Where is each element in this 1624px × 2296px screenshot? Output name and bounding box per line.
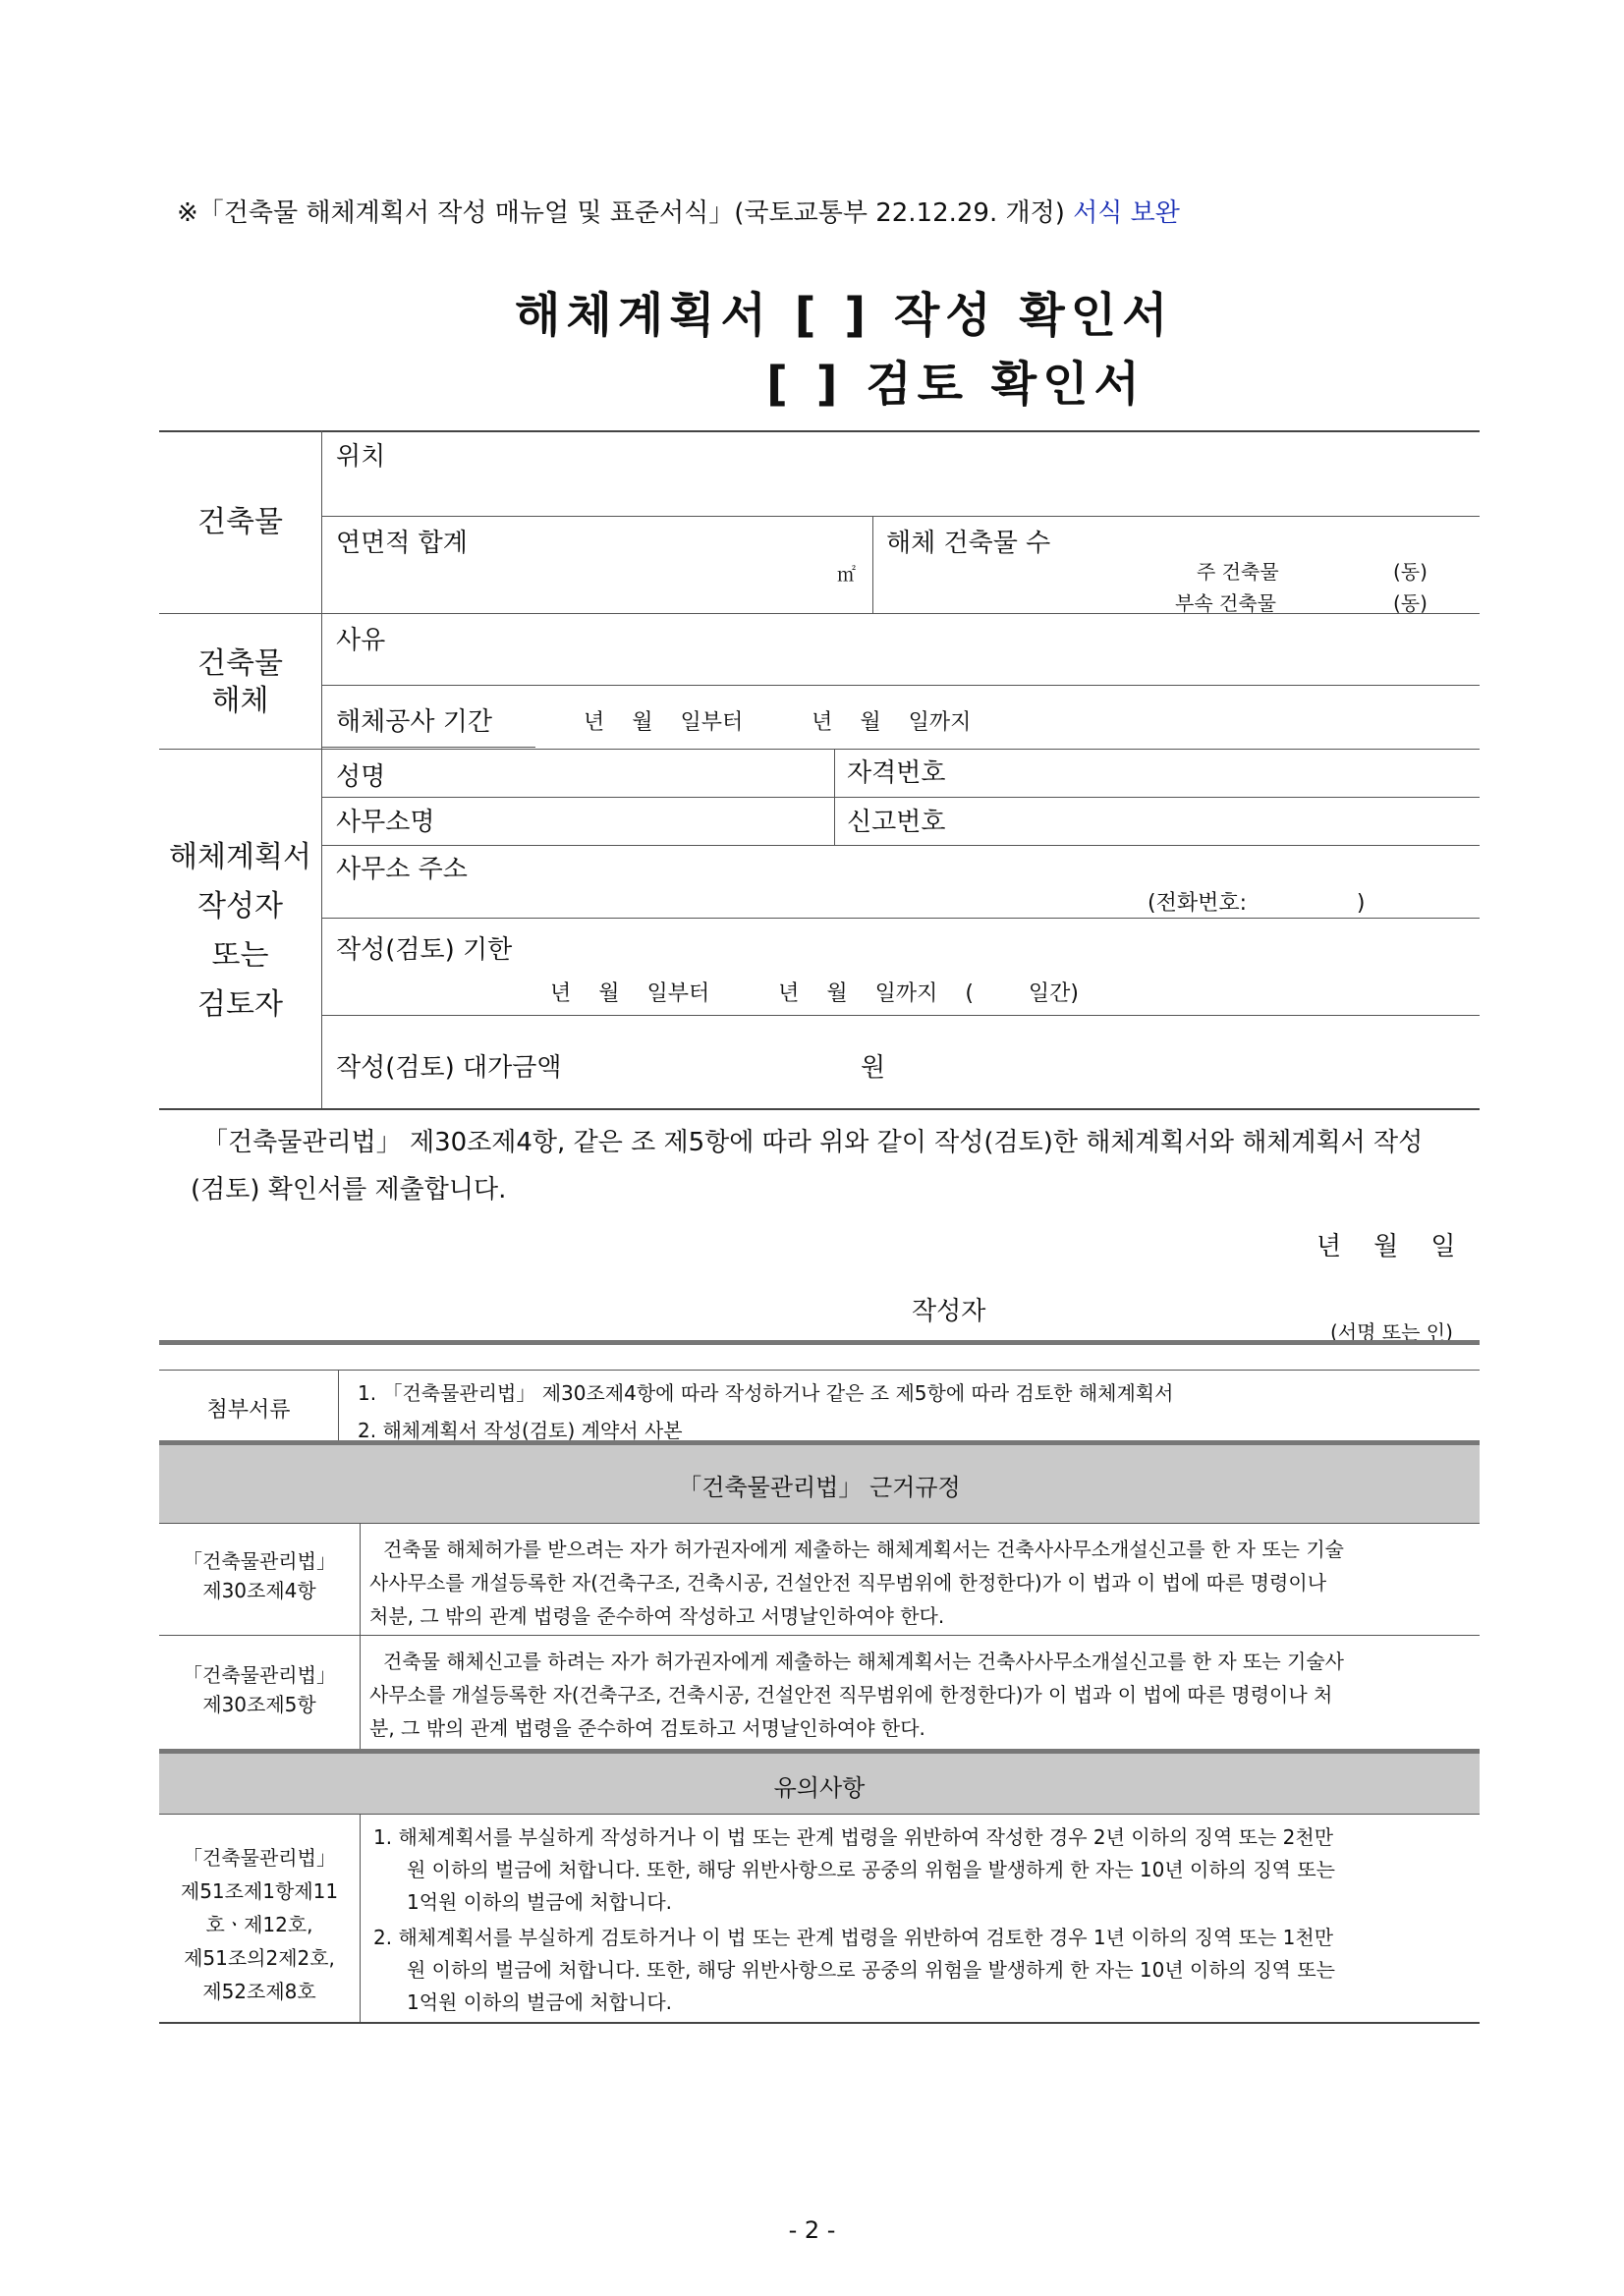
legal-row-2-line1: 건축물 해체신고를 하려는 자가 허가권자에게 제출하는 해체계획서는 건축사사무소개설신고를 한 자 또는 기술사 <box>383 1650 1344 1673</box>
divider <box>321 749 322 1108</box>
caution-item-1 <box>373 1821 1335 1919</box>
title-line-1 <box>515 277 1173 345</box>
statement-line-2: (검토) 확인서를 제출합니다. <box>191 1175 507 1204</box>
title-line-2 <box>766 346 1146 414</box>
title-review-confirm: 검토 확인서 <box>866 357 1146 412</box>
legal-row-1-text <box>369 1533 1344 1633</box>
divider <box>159 2022 1480 2024</box>
sub-building-label: 부속 건축물 <box>1175 591 1276 615</box>
divider <box>321 797 1480 798</box>
legal-row-1-ref-line2: 제30조제4항 <box>202 1579 316 1602</box>
caution-1-line1: 1. 해체계획서를 부실하게 작성하거나 이 법 또는 관계 법령을 위반하여 작성한 경우 2년 이하의 징역 또는 2천만 <box>373 1825 1334 1849</box>
divider <box>338 1370 339 1440</box>
legal-row-2-text <box>369 1645 1344 1745</box>
divider <box>159 613 1480 614</box>
legal-row-2-ref-line1: 「건축물관리법」 <box>183 1663 336 1687</box>
license-label: 자격번호 <box>847 758 946 788</box>
attachment-item-2: 2. 해체계획서 작성(검토) 계약서 사본 <box>358 1419 683 1442</box>
title-write-confirm: 작성 확인서 <box>893 288 1174 343</box>
divider <box>321 516 1480 517</box>
legal-row-1-line2: 사사무소를 개설등록한 자(건축구조, 건축시공, 건설안전 직무범위에 한정한다)가 이 법과 이 법에 따른 명령이나 <box>369 1571 1327 1595</box>
caution-2-line3: 1억원 이하의 벌금에 처합니다. <box>407 1990 672 2014</box>
divider <box>321 845 1480 846</box>
cautions-ref-line4: 제51조의2제2호, <box>184 1946 335 1970</box>
demolition-header-line1: 건축물 <box>197 646 283 681</box>
cautions-ref-line3: 호ㆍ제12호, <box>205 1913 313 1936</box>
notice-highlight: 서식 보완 <box>1073 198 1180 228</box>
attachments-label: 첨부서류 <box>206 1398 291 1423</box>
main-building-label: 주 건축물 <box>1197 560 1279 584</box>
divider <box>872 516 873 613</box>
legal-row-2-line2: 사무소를 개설등록한 자(건축구조, 건축시공, 건설안전 직무범위에 한정한다)가 이 법과 이 법에 따른 명령이나 처 <box>369 1683 1333 1707</box>
divider <box>159 1814 1480 1815</box>
writer-header-line1: 해체계획서 <box>169 840 311 874</box>
writer-header-line3: 또는 <box>211 938 269 973</box>
caution-2-line1: 2. 해체계획서를 부실하게 검토하거나 이 법 또는 관계 법령을 위반하여 검토한 경우 1년 이하의 징역 또는 1천만 <box>373 1926 1334 1949</box>
table-top-border <box>159 430 1480 432</box>
area-label: 연면적 합계 <box>336 529 468 558</box>
phone-text: (전화번호: ) <box>1148 891 1366 916</box>
divider <box>321 747 535 748</box>
location-label: 위치 <box>336 442 386 472</box>
notice-text: 「건축물 해체계획서 작성 매뉴얼 및 표준서식」(국토교통부 22.12.29. 개정) <box>197 198 1065 228</box>
count-label: 해체 건축물 수 <box>886 529 1051 558</box>
cautions-ref-line1: 「건축물관리법」 <box>183 1846 336 1870</box>
area-unit: ㎡ <box>837 564 857 586</box>
title-main: 해체계획서 <box>515 288 772 343</box>
legal-row-2-line3: 분, 그 밖의 관계 법령을 준수하여 검토하고 서명날인하여야 한다. <box>369 1716 925 1740</box>
legal-basis-header: 「건축물관리법」 근거규정 <box>678 1474 961 1501</box>
cautions-ref-line2: 제51조제1항제11 <box>180 1879 339 1903</box>
divider <box>360 1523 361 1749</box>
writer-header-line2: 작성자 <box>197 889 283 924</box>
divider <box>360 1814 361 2022</box>
cautions-ref <box>159 1841 360 2008</box>
divider <box>159 1523 1480 1524</box>
caution-1-line3: 1억원 이하의 벌금에 처합니다. <box>407 1890 672 1914</box>
legal-row-1-line3: 처분, 그 밖의 관계 법령을 준수하여 작성하고 서명날인하여야 한다. <box>369 1604 945 1628</box>
writer-header-line4: 검토자 <box>197 987 283 1022</box>
divider <box>321 918 1480 919</box>
address-label: 사무소 주소 <box>336 855 468 884</box>
divider <box>159 1108 1480 1110</box>
fee-unit: 원 <box>861 1053 886 1083</box>
legal-row-1-line1: 건축물 해체허가를 받으려는 자가 허가권자에게 제출하는 해체계획서는 건축사사무소개설신고를 한 자 또는 기술 <box>383 1538 1344 1561</box>
notice-line <box>177 193 1180 229</box>
divider <box>321 430 322 613</box>
deadline-label: 작성(검토) 기한 <box>336 935 513 965</box>
section-separator <box>159 1340 1480 1345</box>
writer-header <box>159 833 321 1030</box>
statement-line-1: 「건축물관리법」 제30조제4항, 같은 조 제5항에 따라 위와 같이 작성(검토)한 해체계획서와 해체계획서 작성 <box>202 1128 1424 1157</box>
caution-item-2 <box>373 1922 1335 2019</box>
statement-author: 작성자 <box>912 1297 986 1326</box>
title-checkbox-review[interactable]: [ ] <box>766 357 844 412</box>
divider <box>159 1635 1480 1636</box>
period-label: 해체공사 기간 <box>336 707 492 737</box>
legal-row-1-ref-line1: 「건축물관리법」 <box>183 1549 336 1573</box>
building-header: 건축물 <box>197 505 283 539</box>
name-label: 성명 <box>336 762 386 792</box>
divider <box>159 749 1480 750</box>
main-building-unit: (동) <box>1393 560 1428 584</box>
reason-label: 사유 <box>336 626 386 655</box>
deadline-text: 년 월 일부터 년 월 일까지 ( 일간) <box>550 981 1079 1006</box>
cautions-ref-line5: 제52조제8호 <box>202 1980 316 2003</box>
page-number: - 2 - <box>788 2216 836 2244</box>
fee-label: 작성(검토) 대가금액 <box>336 1053 562 1083</box>
title-checkbox-write[interactable]: [ ] <box>794 288 872 343</box>
divider <box>159 1370 1480 1371</box>
demolition-header-line2: 해체 <box>211 684 269 718</box>
caution-1-line2: 원 이하의 벌금에 처합니다. 또한, 해당 위반사항으로 공중의 위험을 발생하게 한 자는 10년 이하의 징역 또는 <box>407 1858 1335 1881</box>
caution-2-line2: 원 이하의 벌금에 처합니다. 또한, 해당 위반사항으로 공중의 위험을 발생하게 한 자는 10년 이하의 징역 또는 <box>407 1958 1335 1982</box>
notice-mark: ※ <box>177 198 198 228</box>
report-label: 신고번호 <box>847 808 946 837</box>
attachment-item-1: 1. 「건축물관리법」 제30조제4항에 따라 작성하거나 같은 조 제5항에 따라 검토한 해체계획서 <box>358 1381 1174 1405</box>
period-text: 년 월 일부터 년 월 일까지 <box>584 710 972 735</box>
office-label: 사무소명 <box>336 808 435 837</box>
legal-row-1-ref <box>159 1546 360 1605</box>
divider <box>321 613 322 749</box>
statement-date: 년 월 일 <box>1316 1232 1456 1261</box>
divider <box>321 1015 1480 1016</box>
sub-building-unit: (동) <box>1393 591 1428 615</box>
legal-row-2-ref <box>159 1660 360 1719</box>
legal-row-2-ref-line2: 제30조제5항 <box>202 1693 316 1716</box>
cautions-header: 유의사항 <box>773 1774 866 1802</box>
divider <box>321 685 1480 686</box>
demolition-header <box>159 641 321 725</box>
signature-mark: (서명 또는 인) <box>1330 1320 1453 1344</box>
